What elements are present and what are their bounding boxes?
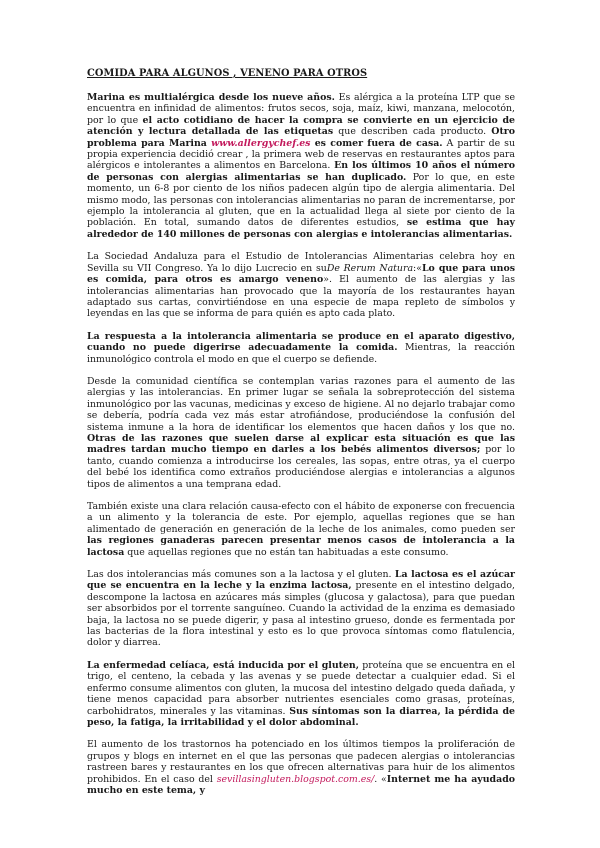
paragraph-3: La respuesta a la intolerancia alimentaria se produce en el aparato digestivo, cuando no puede digerirse adecuadamente la comida. Mientras, la reacción inmunológico controla el modo en que el cuerpo se defiende. (87, 330, 515, 365)
paragraph-8: El aumento de los trastornos ha potenciado en los últimos tiempos la proliferación de grupos y blogs en internet en el que las personas que padecen alergias o intolerancias rastreen bares y restaurantes en los que ofrecen alternativas para huir de los alimentos prohibidos. En el caso del sevillasingluten.blogspot.com.es/. «Internet me ha ayudado mucho en este tema, y (87, 739, 515, 796)
paragraph-1: Marina es multialérgica desde los nueve años. Es alérgica a la proteína LTP que se encuentra en infinidad de alimentos: frutos secos, soja, maíz, kiwi, manzana, melocotón, por lo que el acto cotidiano de hacer la compra se convierte en un ejercicio de atención y lectura detallada de las etiquetas que describen cada producto. Otro problema para Marina www.allergychef.es es comer fuera de casa. A partir de su propia experiencia decidió crear , la primera web de reservas en restaurantes aptos para alérgicos e intolerantes a alimentos en Barcelona. En los últimos 10 años el número de personas con alergias alimentarias se han duplicado. Por lo que, en este momento, un 6-8 por ciento de los niños padecen algún tipo de alergia alimentaria. Del mismo modo, las personas con intolerancias alimentarias no paran de incrementarse, por ejemplo la intolerancia al gluten, que en la actualidad llega al siete por ciento de la población. En total, sumando datos de diferentes estudios, se estima que hay alrededor de 140 millones de personas con alergias e intolerancias alimentarias. (87, 92, 516, 240)
article-title: COMIDA PARA ALGUNOS , VENENO PARA OTROS (87, 68, 368, 79)
allergychef-link[interactable]: www.allergychef.es (211, 137, 311, 149)
paragraph-4: Desde la comunidad científica se contemplan varias razones para el aumento de las alergias y las intolerancias. En primer lugar se señala la sobreprotección del sistema inmunológico por las vacunas, medicinas y exceso de higiene. Al no dejarlo trabajar como se debería, podría cada vez más estar atrofiándose, produciéndose la confusión del sistema inmune a la hora de identificar los elementos que hacen daños y los que no. Otras de las razones que suelen darse al explicar esta situación es que las madres tardan mucho tiempo en darles a los bebés alimentos diversos; por lo tanto, cuando comienza a introducirse los cereales, las sopas, entre otras, ya el cuerpo del bebé los identifica como extraños produciéndose alergias e intolerancias a algunos tipos de alimentos a una temprana edad. (87, 375, 515, 490)
article-body (87, 68, 515, 807)
paragraph-5: También existe una clara relación causa-efecto con el hábito de exponerse con frecuencia a un alimento y la tolerancia de este. Por ejemplo, aquellas regiones que se han alimentado de generación en generación de la leche de los animales, como pueden ser las regiones ganaderas parecen presentar menos casos de intolerancia a la lactosa que aquellas regiones que no están tan habituadas a este consumo. (87, 501, 515, 558)
sevillasingluten-link[interactable]: sevillasingluten.blogspot.com.es/ (216, 773, 375, 785)
paragraph-7: La enfermedad celíaca, está inducida por el gluten, proteína que se encuentra en el trigo, el centeno, la cebada y las avenas y se puede detectar a cualquier edad. Si el enfermo consume alimentos con gluten, la mucosa del intestino delgado queda dañada, y tiene menos capacidad para absorber nutrientes esenciales como grasas, proteínas, carbohidratos, minerales y las vitaminas. Sus síntomas son la diarrea, la pérdida de peso, la fatiga, la irritabilidad y el dolor abdominal. (87, 659, 515, 728)
paragraph-6: Las dos intolerancias más comunes son a la lactosa y el gluten. La lactosa es el azúcar que se encuentra en la leche y la enzima lactosa, presente en el intestino delgado, descompone la lactosa en azúcares más simples (glucosa y galactosa), para que puedan ser absorbidos por el torrente sanguíneo. Cuando la actividad de la enzima es demasiado baja, la lactosa no se puede digerir, y pasa al intestino grueso, donde es fermentada por las bacterias de la flora intestinal y esto es lo que provoca síntomas como flatulencia, dolor y diarrea. (87, 569, 515, 649)
paragraph-2: La Sociedad Andaluza para el Estudio de Intolerancias Alimentarias celebra hoy en Sevilla su VII Congreso. Ya lo dijo Lucrecio en suDe Rerum Natura:«Lo que para unos es comida, para otros es amargo veneno». El aumento de las alergias y las intolerancias alimentarias han provocado que la mayoría de los restaurantes hayan adaptado sus cartas, convirtiéndose en una especie de mapa repleto de símbolos y leyendas en las que se informa de para quién es apto cada plato. (87, 251, 516, 320)
